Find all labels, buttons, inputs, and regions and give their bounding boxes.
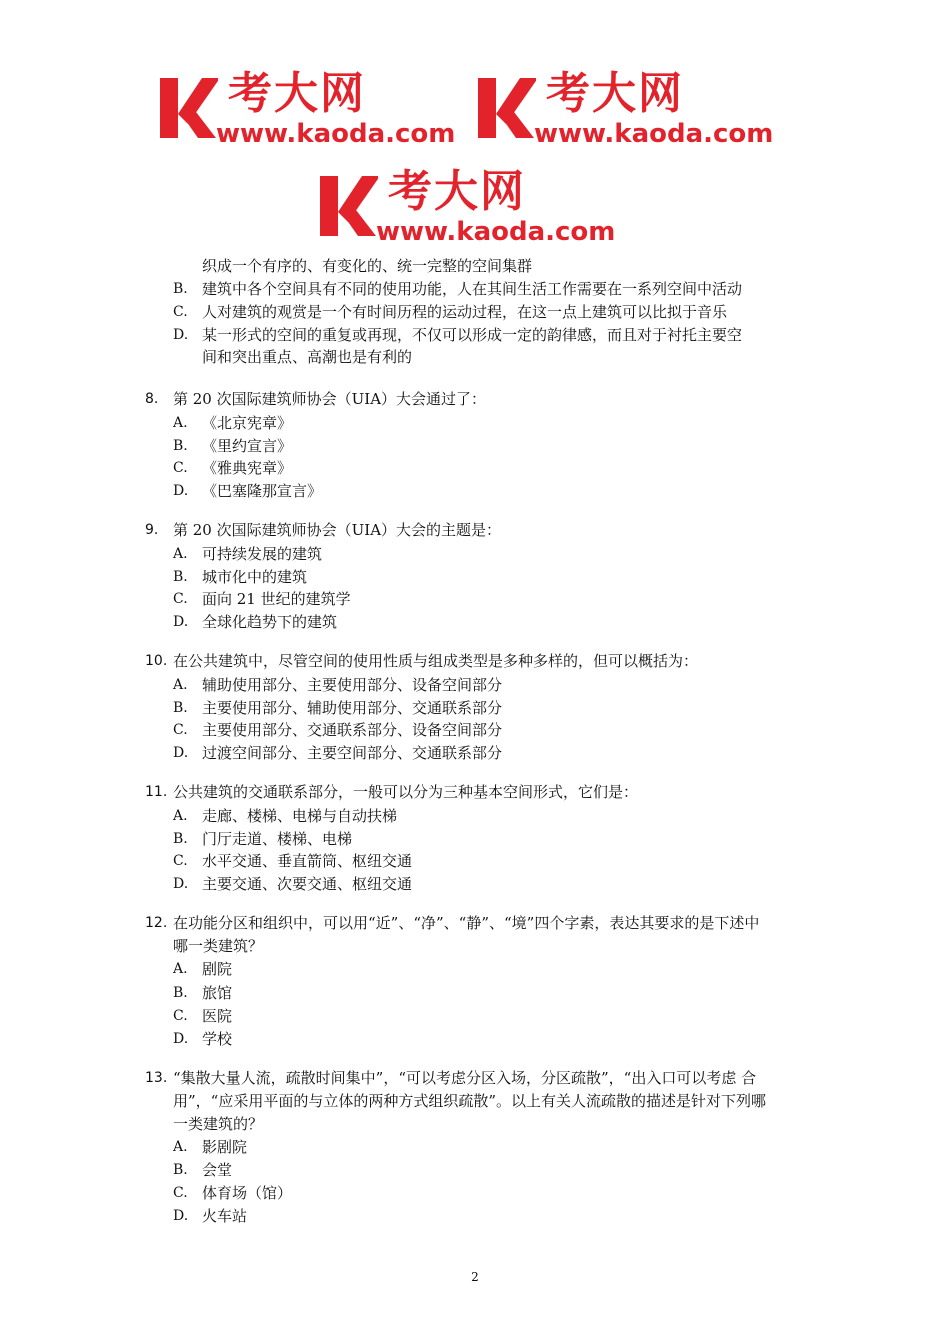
option-letter: B. — [173, 985, 188, 1001]
question-text: 在公共建筑中，尽管空间的使用性质与组成类型是多种多样的，但可以概括为： — [173, 652, 699, 670]
option-letter: D. — [173, 745, 189, 761]
logo-brand-text: 考大网 — [546, 68, 684, 119]
option-text: 过渡空间部分、主要空间部分、交通联系部分 — [202, 744, 503, 762]
option-letter: C. — [173, 304, 188, 320]
option-letter: B. — [173, 438, 188, 454]
option-text: 《雅典宪章》 — [202, 459, 293, 477]
option-text: 走廊、楼梯、电梯与自动扶梯 — [202, 807, 398, 825]
option-letter: B. — [173, 281, 188, 297]
option-text: 可持续发展的建筑 — [202, 545, 323, 563]
kaoda-logo-3 — [318, 166, 638, 250]
question-number: 8. — [145, 391, 159, 407]
option-text: 医院 — [202, 1007, 233, 1025]
question-number: 11. — [145, 784, 168, 800]
option-text: 主要交通、次要交通、枢纽交通 — [202, 875, 413, 893]
question-number: 13. — [145, 1070, 168, 1086]
option-letter: D. — [173, 327, 189, 343]
option-letter: D. — [173, 876, 189, 892]
option-text: 面向 21 世纪的建筑学 — [202, 590, 351, 608]
option-letter: A. — [173, 546, 188, 562]
option-text: 全球化趋势下的建筑 — [202, 613, 338, 631]
option-text: 《北京宪章》 — [202, 414, 293, 432]
question-text-continuation: 哪一类建筑？ — [173, 937, 264, 955]
option-text: 《里约宣言》 — [202, 437, 293, 455]
option-text: 影剧院 — [202, 1138, 248, 1156]
option-text: 《巴塞隆那宣言》 — [202, 482, 323, 500]
option-text: 旅馆 — [202, 984, 233, 1002]
option-letter: C. — [173, 722, 188, 738]
option-letter: D. — [173, 614, 189, 630]
option-text: 门厅走道、楼梯、电梯 — [202, 830, 353, 848]
question-text: 第 20 次国际建筑师协会（UIA）大会通过了： — [173, 390, 487, 408]
option-text: 体育场（馆） — [202, 1184, 293, 1202]
option-text: 主要使用部分、辅助使用部分、交通联系部分 — [202, 699, 503, 717]
question-text: 在功能分区和组织中，可以用“近”、“净”、“静”、“境”四个字素，表达其要求的是下述中 — [173, 914, 760, 932]
question-text-continuation: 用”，“应采用平面的与立体的两种方式组织疏散”。以上有关人流疏散的描述是针对下列哪 — [173, 1092, 767, 1110]
option-letter: A. — [173, 808, 188, 824]
option-letter: D. — [173, 483, 189, 499]
option-text: 建筑中各个空间具有不同的使用功能，人在其间生活工作需要在一系列空间中活动 — [202, 280, 743, 298]
option-letter: A. — [173, 415, 188, 431]
option-letter: A. — [173, 1139, 188, 1155]
kaoda-logo-1 — [158, 68, 478, 152]
logo-url: www.kaoda.com — [534, 119, 774, 149]
option-text: 某一形式的空间的重复或再现，不仅可以形成一定的韵律感，而且对于衬托主要空 — [202, 326, 743, 344]
option-text: 火车站 — [202, 1207, 248, 1225]
option-letter: B. — [173, 569, 188, 585]
option-text-continuation: 间和突出重点、高潮也是有利的 — [202, 348, 413, 366]
kaoda-logo-2 — [476, 68, 796, 152]
question-text: 第 20 次国际建筑师协会（UIA）大会的主题是： — [173, 521, 502, 539]
k-logo-icon — [158, 72, 218, 152]
logo-brand-text: 考大网 — [228, 68, 366, 119]
question-text-continuation: 一类建筑的？ — [173, 1115, 264, 1133]
question-number: 9. — [145, 522, 159, 538]
question-number: 12. — [145, 915, 168, 931]
option-text: 水平交通、垂直箭筒、枢纽交通 — [202, 852, 413, 870]
k-logo-icon — [318, 170, 378, 250]
option-letter: C. — [173, 853, 188, 869]
k-logo-icon — [476, 72, 536, 152]
option-letter: B. — [173, 1162, 188, 1178]
option-text: 会堂 — [202, 1161, 233, 1179]
option-text: 城市化中的建筑 — [202, 568, 308, 586]
option-letter: D. — [173, 1031, 189, 1047]
option-letter: A. — [173, 961, 188, 977]
logo-url: www.kaoda.com — [216, 119, 456, 149]
option-text: 主要使用部分、交通联系部分、设备空间部分 — [202, 721, 503, 739]
option-letter: C. — [173, 591, 188, 607]
option-text: 学校 — [202, 1030, 233, 1048]
question-text: “集散大量人流，疏散时间集中”，“可以考虑分区入场，分区疏散”，“出入口可以考虑 合 — [173, 1069, 757, 1087]
option-letter: C. — [173, 460, 188, 476]
option-text: 辅助使用部分、主要使用部分、设备空间部分 — [202, 676, 503, 694]
option-letter: C. — [173, 1185, 188, 1201]
option-letter: C. — [173, 1008, 188, 1024]
option-letter: D. — [173, 1208, 189, 1224]
option-letter: B. — [173, 700, 188, 716]
page-number: 2 — [471, 1270, 479, 1284]
option-letter: B. — [173, 831, 188, 847]
logo-url: www.kaoda.com — [376, 217, 616, 247]
question-number: 10. — [145, 653, 168, 669]
option-letter: A. — [173, 677, 188, 693]
option-text: 剧院 — [202, 960, 233, 978]
option-a-continuation: 织成一个有序的、有变化的、统一完整的空间集群 — [202, 257, 533, 275]
logo-brand-text: 考大网 — [388, 166, 526, 217]
question-text: 公共建筑的交通联系部分，一般可以分为三种基本空间形式，它们是： — [173, 783, 639, 801]
option-text: 人对建筑的观赏是一个有时间历程的运动过程，在这一点上建筑可以比拟于音乐 — [202, 303, 728, 321]
